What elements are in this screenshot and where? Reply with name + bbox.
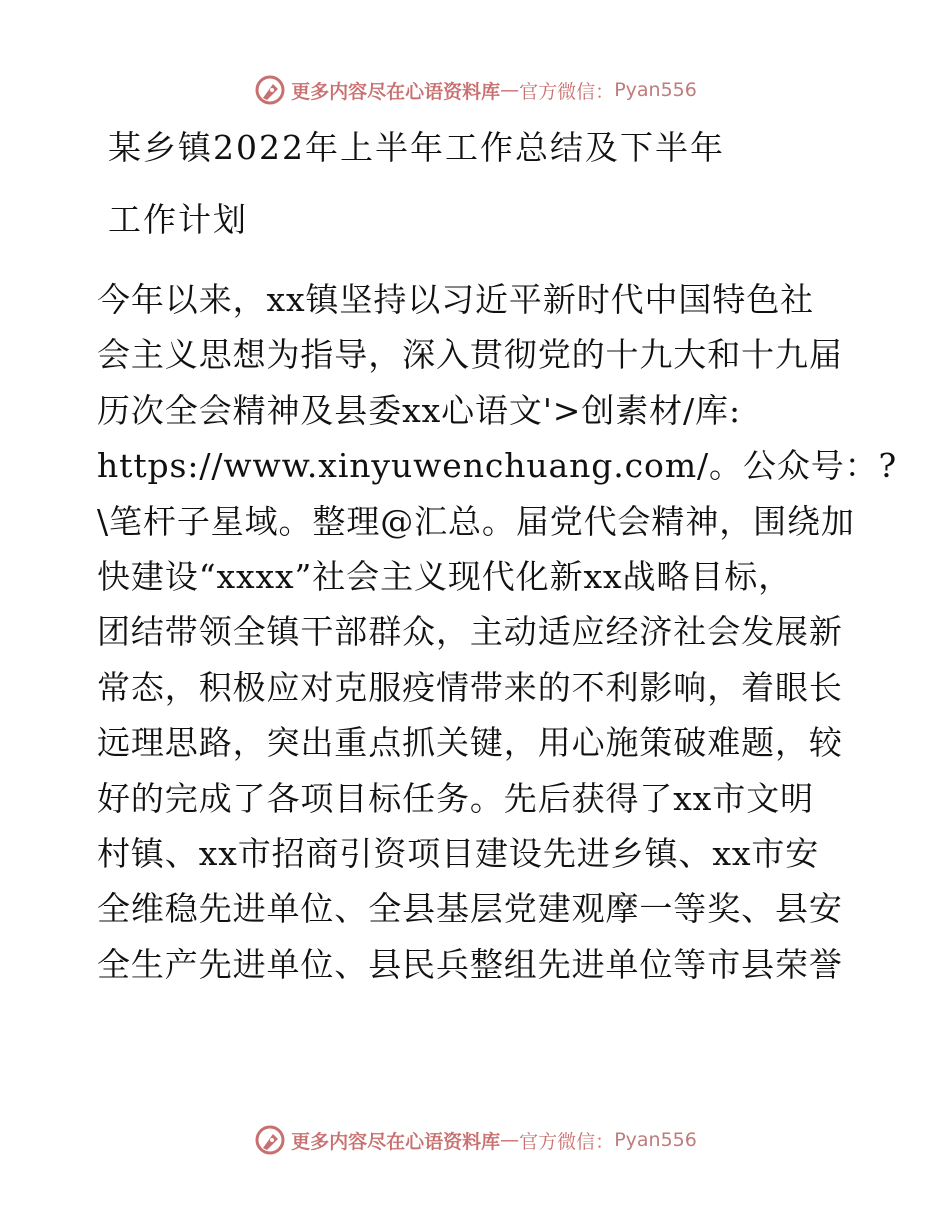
watermark-separator: — — [500, 79, 520, 101]
body-line: \笔杆子星域。整理@汇总。届党代会精神，围绕加 — [97, 501, 855, 541]
watermark-wechat-id: Pyan556 — [614, 79, 697, 101]
body-line: 会主义思想为指导，深入贯彻党的十九大和十九届 — [97, 335, 843, 375]
body-line: 今年以来，xx镇坚持以习近平新时代中国特色社 — [97, 280, 815, 319]
body-line: 快建设“xxxx”社会主义现代化新xx战略目标， — [97, 556, 793, 596]
header-watermark — [0, 70, 950, 110]
document-body — [97, 272, 898, 992]
body-line: 历次全会精神及县委xx心语文'>创素材/库: — [97, 390, 741, 430]
pen-nib-circle-icon — [253, 73, 287, 107]
body-line: 好的完成了各项目标任务。先后获得了xx市文明 — [97, 778, 815, 818]
body-line: https://www.xinyuwenchuang.com/。公众号：? — [97, 446, 898, 486]
body-line: 全维稳先进单位、全县基层党建观摩一等奖、县安 — [97, 889, 843, 929]
watermark-wechat-id: Pyan556 — [614, 1129, 697, 1151]
body-line: 村镇、xx市招商引资项目建设先进乡镇、xx市安 — [97, 833, 820, 873]
watermark-separator: — — [500, 1129, 520, 1151]
body-line: 全生产先进单位、县民兵整组先进单位等市县荣誉 — [97, 944, 843, 984]
body-line: 远理思路，突出重点抓关键，用心施策破难题，较 — [97, 723, 843, 763]
watermark-wechat-label: 官方微信： — [519, 80, 615, 103]
watermark-brand: 更多内容尽在心语资料库 — [291, 1130, 501, 1153]
body-line: 团结带领全镇干部群众，主动适应经济社会发展新 — [97, 612, 843, 652]
pen-nib-circle-icon — [253, 1123, 287, 1157]
document-title-line-1: 某乡镇2022年上半年工作总结及下半年 — [108, 128, 725, 167]
document-title-line-2: 工作计划 — [108, 200, 248, 239]
footer-watermark — [0, 1120, 950, 1160]
watermark-brand: 更多内容尽在心语资料库 — [291, 80, 501, 103]
body-line: 常态，积极应对克服疫情带来的不利影响，着眼长 — [97, 667, 843, 707]
watermark-wechat-label: 官方微信： — [519, 1130, 615, 1153]
